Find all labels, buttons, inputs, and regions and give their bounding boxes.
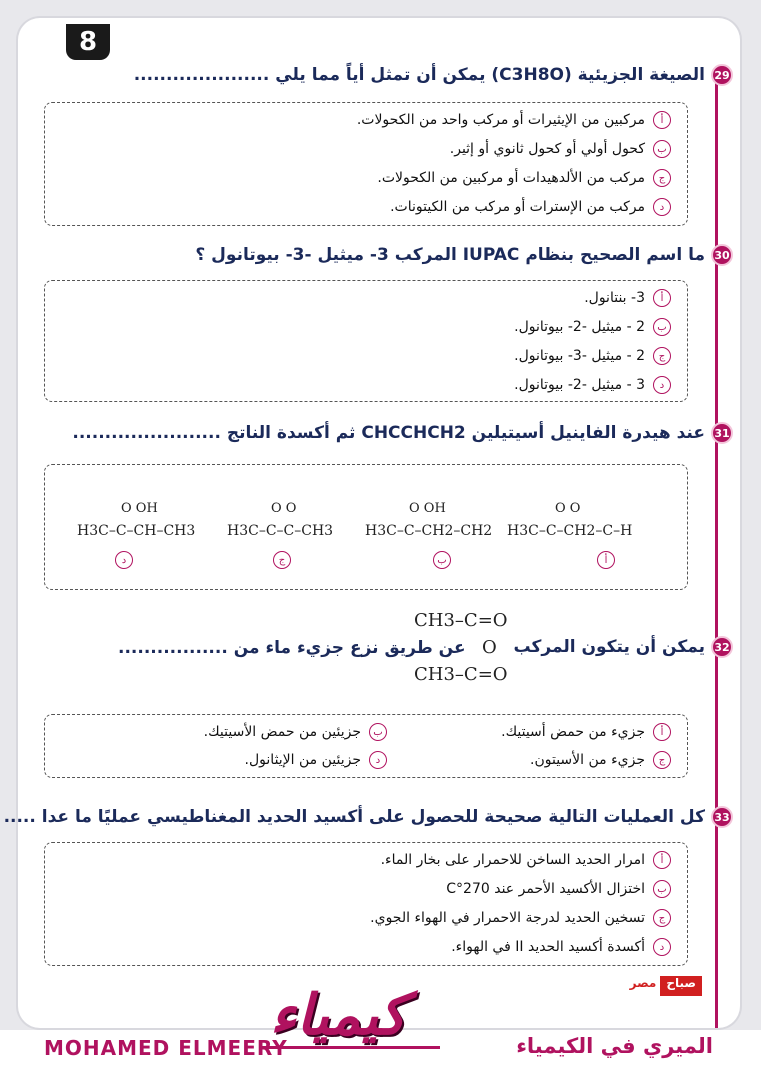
option-text: 3- بنتانول.: [584, 290, 645, 306]
option-text: تسخين الحديد لدرجة الاحمرار في الهواء الجوي.: [370, 910, 645, 926]
structure-d[interactable]: [77, 501, 196, 566]
option-text: جزيء من الأسيتون.: [530, 752, 645, 768]
page-number: 8: [66, 24, 110, 60]
structure-c[interactable]: [227, 501, 334, 566]
structure-formula: H3C–C–CH–CH3: [77, 523, 196, 539]
option-letter: أ: [653, 111, 671, 129]
option-text: مركب من الألدهيدات أو مركبين من الكحولات.: [377, 170, 645, 186]
options-box-32: [44, 714, 688, 778]
option-letter: ب: [653, 140, 671, 158]
option-a[interactable]: [501, 723, 671, 741]
structure-letter: أ: [597, 551, 615, 569]
question-text-after: عن طريق نزع جزيء ماء من .................: [118, 638, 466, 658]
option-text: جزيئين من الإيثانول.: [244, 752, 361, 768]
watermark-logo: [592, 976, 702, 996]
question-33-heading: [4, 806, 733, 828]
option-c[interactable]: [514, 347, 671, 365]
structure-top-atoms: O OH: [409, 501, 446, 516]
structure-a[interactable]: [507, 501, 633, 566]
option-letter: ب: [653, 318, 671, 336]
question-32-heading: [514, 636, 734, 658]
formula-bottom: CH3–C=O: [414, 664, 508, 685]
option-b[interactable]: [514, 318, 671, 336]
option-letter: ب: [369, 723, 387, 741]
structure-formula: H3C–C–CH2–CH2: [365, 523, 493, 539]
option-text: جزيئين من حمض الأسيتيك.: [203, 724, 361, 740]
option-a[interactable]: [357, 111, 671, 129]
question-number: 31: [711, 422, 733, 444]
question-text: الصيغة الجزيئية (C3H8O) يمكن أن تمثل أياً مما يلي .....................: [133, 65, 705, 85]
options-box-30: [44, 280, 688, 402]
option-b[interactable]: [204, 723, 387, 741]
question-text: ما اسم الصحيح بنظام IUPAC المركب 3- ميثيل -3- بيوتانول ؟: [195, 245, 705, 265]
option-a[interactable]: [381, 851, 671, 869]
anhydride-formula: [414, 610, 508, 685]
watermark-red: صباح: [660, 976, 702, 996]
structure-letter: ج: [273, 551, 291, 569]
structure-formula: H3C–C–C–CH3: [227, 523, 334, 539]
options-box-29: [44, 102, 688, 226]
question-number: 29: [711, 64, 733, 86]
option-a[interactable]: [584, 289, 671, 307]
option-text: 2 - ميثيل -2- بيوتانول.: [514, 319, 645, 335]
option-letter: أ: [653, 289, 671, 307]
option-letter: ب: [653, 880, 671, 898]
option-letter: ج: [653, 751, 671, 769]
option-c[interactable]: [530, 751, 671, 769]
question-text: كل العمليات التالية صحيحة للحصول على أكسيد الحديد المغناطيسي عمليًا ما عدا .....: [3, 807, 705, 827]
option-text: أكسدة أكسيد الحديد II في الهواء.: [451, 939, 645, 955]
structure-top-atoms: O OH: [121, 501, 158, 516]
option-d[interactable]: [514, 376, 671, 394]
option-letter: ج: [653, 169, 671, 187]
question-number: 32: [711, 636, 733, 658]
option-letter: د: [369, 751, 387, 769]
structure-top-atoms: O O: [555, 501, 581, 516]
question-number: 30: [711, 244, 733, 266]
option-letter: د: [653, 938, 671, 956]
brand-logo: كيمياء: [270, 982, 407, 1048]
structure-formula: H3C–C–CH2–C–H: [507, 523, 633, 539]
option-text: مركب من الإسترات أو مركب من الكيتونات.: [390, 199, 645, 215]
structure-letter: ب: [433, 551, 451, 569]
structure-b[interactable]: [365, 501, 493, 566]
question-31-heading: [72, 422, 733, 444]
option-b[interactable]: [450, 140, 671, 158]
side-rail: [715, 78, 718, 1028]
question-29-heading: [134, 64, 733, 86]
options-box-33: [44, 842, 688, 966]
option-d[interactable]: [451, 938, 671, 956]
option-letter: ج: [653, 347, 671, 365]
question-number: 33: [711, 806, 733, 828]
question-text: عند هيدرة الفاينيل أسيتيلين CHCCHCH2 ثم أكسدة الناتج .......................: [72, 423, 705, 443]
option-letter: ج: [653, 909, 671, 927]
option-d[interactable]: [390, 198, 671, 216]
formula-mid: O: [482, 637, 497, 658]
option-c[interactable]: [370, 909, 671, 927]
option-d[interactable]: [245, 751, 387, 769]
question-30-heading: [195, 244, 733, 266]
option-letter: أ: [653, 851, 671, 869]
option-text: مركبين من الإيثيرات أو مركب واحد من الكحولات.: [356, 112, 645, 128]
option-text: اختزال الأكسيد الأحمر عند 270°C: [446, 881, 645, 897]
structures-box-31: [44, 464, 688, 590]
question-text-before: يمكن أن يتكون المركب: [513, 637, 705, 657]
brand-name-en: MOHAMED ELMEERY: [44, 1036, 288, 1060]
watermark-text: مصر: [629, 976, 657, 990]
option-letter: د: [653, 376, 671, 394]
option-text: 2 - ميثيل -3- بيوتانول.: [514, 348, 645, 364]
option-text: امرار الحديد الساخن للاحمرار على بخار الماء.: [380, 852, 645, 868]
formula-top: CH3–C=O: [414, 610, 508, 631]
structure-top-atoms: O O: [271, 501, 297, 516]
option-b[interactable]: [446, 880, 671, 898]
option-letter: د: [653, 198, 671, 216]
brand-name-ar: الميري في الكيمياء: [516, 1034, 713, 1058]
structure-letter: د: [115, 551, 133, 569]
option-text: كحول أولي أو كحول ثانوي أو إثير.: [449, 141, 645, 157]
option-letter: أ: [653, 723, 671, 741]
option-c[interactable]: [377, 169, 671, 187]
option-text: جزيء من حمض أسيتيك.: [501, 724, 645, 740]
option-text: 3 - ميثيل -2- بيوتانول.: [514, 377, 645, 393]
